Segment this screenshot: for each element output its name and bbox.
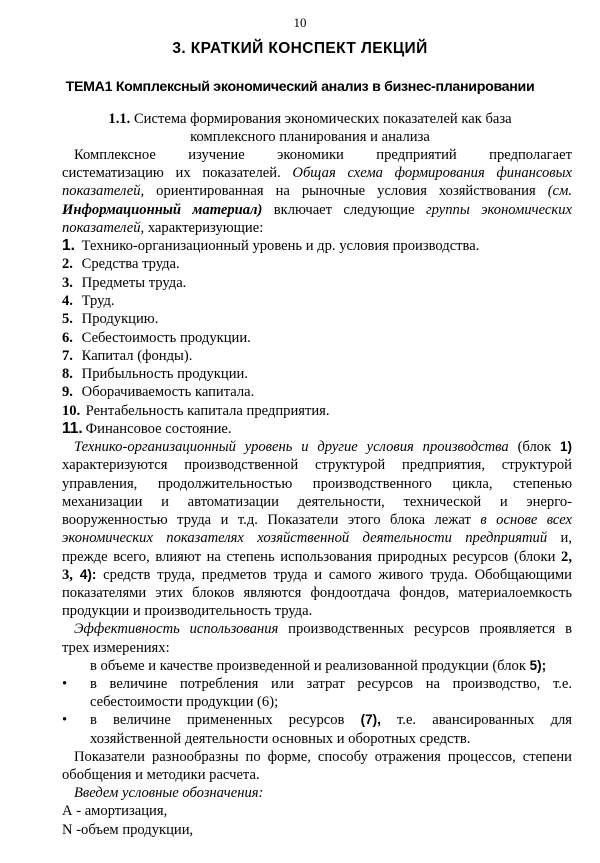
- intro-3b: ориентированная на рыночные условия хозяйствования: [156, 183, 536, 200]
- block1-line-3: управления, продолжительностью производственного цикла, степенью: [62, 475, 572, 492]
- list-item-text: Оборачиваемость капитала.: [81, 384, 255, 401]
- subsection-number: 1.1.: [108, 111, 131, 127]
- bullet-3a: в величине примененных ресурсов: [90, 712, 345, 729]
- block1-line-4: механизации и автоматизации деятельности, технической и энерго-: [62, 493, 572, 510]
- indicators-line-1: Показатели разнообразны по форме, способу отражения процессов, степени: [74, 748, 572, 765]
- list-item-text: Предметы труда.: [81, 274, 187, 291]
- list-item-text: Капитал (фонды).: [81, 347, 193, 364]
- topic-title: ТЕМА1 Комплексный экономический анализ в бизнес-планировании: [65, 79, 535, 95]
- page-number: 10: [293, 15, 307, 30]
- block1-line-1: [62, 438, 572, 456]
- block1-7a: прежде всего, влияют на степень использования природных ресурсов (блоки: [62, 548, 556, 565]
- list-item-number: 3.: [62, 274, 73, 291]
- intro-line-2: [62, 164, 572, 182]
- bullet-3b: (7),: [360, 712, 381, 728]
- list-item-number: 7.: [62, 347, 73, 364]
- efficiency-it: Эффективность использования: [74, 621, 279, 638]
- list-item-text: Труд.: [81, 292, 115, 309]
- bullet-1b: 5);: [529, 657, 547, 673]
- intro-line-4: [62, 201, 572, 219]
- notation-title: Введем условные обозначения:: [74, 785, 264, 802]
- list-item-text: Финансовое состояние.: [85, 420, 232, 437]
- list-item: [62, 292, 572, 310]
- list-item: [62, 420, 572, 438]
- list-item-number: 5.: [62, 311, 73, 328]
- list-item-number: 9.: [62, 384, 73, 401]
- bullet-2-line-2: себестоимости продукции (6);: [90, 694, 279, 711]
- subsection-heading: [80, 110, 540, 146]
- bullet-3-line-2: хозяйственной деятельности основных и оборотных средств.: [90, 730, 471, 747]
- block1-it: Технико-организационный уровень и другие условия производства: [74, 439, 509, 456]
- list-item: [62, 237, 572, 255]
- block1-line-10: продукции и производительность труда.: [62, 603, 313, 620]
- efficiency-line-2: трех измерениях:: [62, 639, 170, 656]
- intro-line-1: Комплексное изучение экономики предприятий предполагает: [74, 147, 572, 163]
- intro-3c: (см.: [547, 183, 572, 200]
- list-item-number: 2.: [62, 256, 73, 273]
- list-item: [62, 383, 572, 401]
- block1-6a: экономических показателях хозяйственной деятельности предприятий: [62, 530, 548, 547]
- bullet-item-1: [62, 657, 572, 675]
- intro-2b: Общая схема формирования финансовых: [292, 165, 572, 182]
- list-item: [62, 347, 572, 365]
- subsection-line-2: комплексного планирования и анализа: [190, 129, 430, 145]
- list-item-text: Средства труда.: [81, 256, 180, 273]
- list-item: [62, 365, 572, 383]
- intro-3a: показателей,: [62, 183, 145, 200]
- efficiency-line-1: [62, 620, 572, 638]
- list-item: [62, 310, 572, 328]
- intro-line-3: [62, 182, 572, 200]
- bullet-item-3: [62, 711, 572, 747]
- block1-8c: средств труда, предметов труда и самого живого труда. Обобщающими: [103, 566, 572, 583]
- list-item: [62, 329, 572, 347]
- block1-n1: 1): [560, 439, 573, 455]
- list-item: [62, 274, 572, 292]
- bullet-2-line-1: в величине потребления или затрат ресурсов на производство, т.е.: [90, 675, 572, 692]
- dimensions-list: [62, 657, 572, 748]
- indicator-groups-list: [62, 237, 572, 438]
- list-item-number: 4.: [62, 292, 73, 309]
- list-item-text: Продукцию.: [81, 311, 159, 328]
- list-item: [62, 255, 572, 273]
- intro-2a: систематизацию их показателей.: [62, 165, 281, 182]
- intro-4c: группы экономических: [425, 201, 572, 218]
- bullet-item-2: [62, 675, 572, 711]
- block1-8b: 4):: [79, 566, 97, 582]
- bullet-1a: в объеме и качестве произведенной и реализованной продукции (блок: [90, 657, 526, 674]
- intro-5b: характеризующие:: [147, 219, 264, 236]
- bullet-3-line-1: [90, 711, 572, 729]
- block1-8a: 3,: [62, 566, 73, 583]
- block1-line-8: [62, 566, 572, 584]
- block1-t1: (блок: [517, 439, 552, 456]
- block1-7b: 2,: [561, 548, 572, 565]
- intro-4b: включает следующие: [273, 201, 415, 218]
- block1-line-6: [62, 529, 572, 547]
- intro-line-5: [62, 219, 572, 237]
- block1-line-5: [62, 511, 572, 529]
- block1-5b: в основе всех: [480, 512, 572, 529]
- bullet-3c: т.е. авансированных для: [397, 712, 573, 729]
- indicators-line-2: обобщения и методики расчета.: [62, 766, 260, 783]
- block1-5a: вооруженностью труда и т.д. Показатели этого блока лежат: [62, 512, 471, 529]
- list-item-number: 1.: [62, 237, 75, 255]
- bullet-dot-icon: •: [62, 712, 68, 729]
- efficiency-t1: производственных ресурсов проявляется в: [288, 621, 572, 638]
- intro-4a: Информационный материал): [62, 201, 263, 218]
- list-item-text: Прибыльность продукции.: [81, 366, 248, 383]
- body-text: [62, 146, 572, 839]
- notation-a: А - амортизация,: [62, 803, 168, 820]
- list-item-number: 6.: [62, 329, 73, 346]
- list-item-text: Рентабельность капитала предприятия.: [85, 402, 330, 419]
- bullet-dot-icon: •: [62, 675, 68, 692]
- list-item: [62, 402, 572, 420]
- block1-line-7: [62, 548, 572, 566]
- intro-5a: показателей,: [62, 219, 145, 236]
- notation-n: N -объем продукции,: [62, 821, 194, 838]
- subsection-line-1: Система формирования экономических показателей как база: [133, 111, 512, 127]
- list-item-text: Технико-организационный уровень и др. условия производства.: [81, 238, 480, 255]
- list-item-text: Себестоимость продукции.: [81, 329, 251, 346]
- list-item-number: 11.: [62, 419, 83, 437]
- block1-6b: и,: [560, 530, 572, 547]
- block1-line-2: характеризуются производственной структурой предприятия, структурой: [62, 457, 572, 474]
- block1-line-9: показателями этих блоков являются фондоотдача фондов, материалоемкость: [62, 584, 572, 601]
- list-item-number: 10.: [62, 402, 81, 419]
- section-title: 3. КРАТКИЙ КОНСПЕКТ ЛЕКЦИЙ: [172, 40, 428, 57]
- list-item-number: 8.: [62, 366, 73, 383]
